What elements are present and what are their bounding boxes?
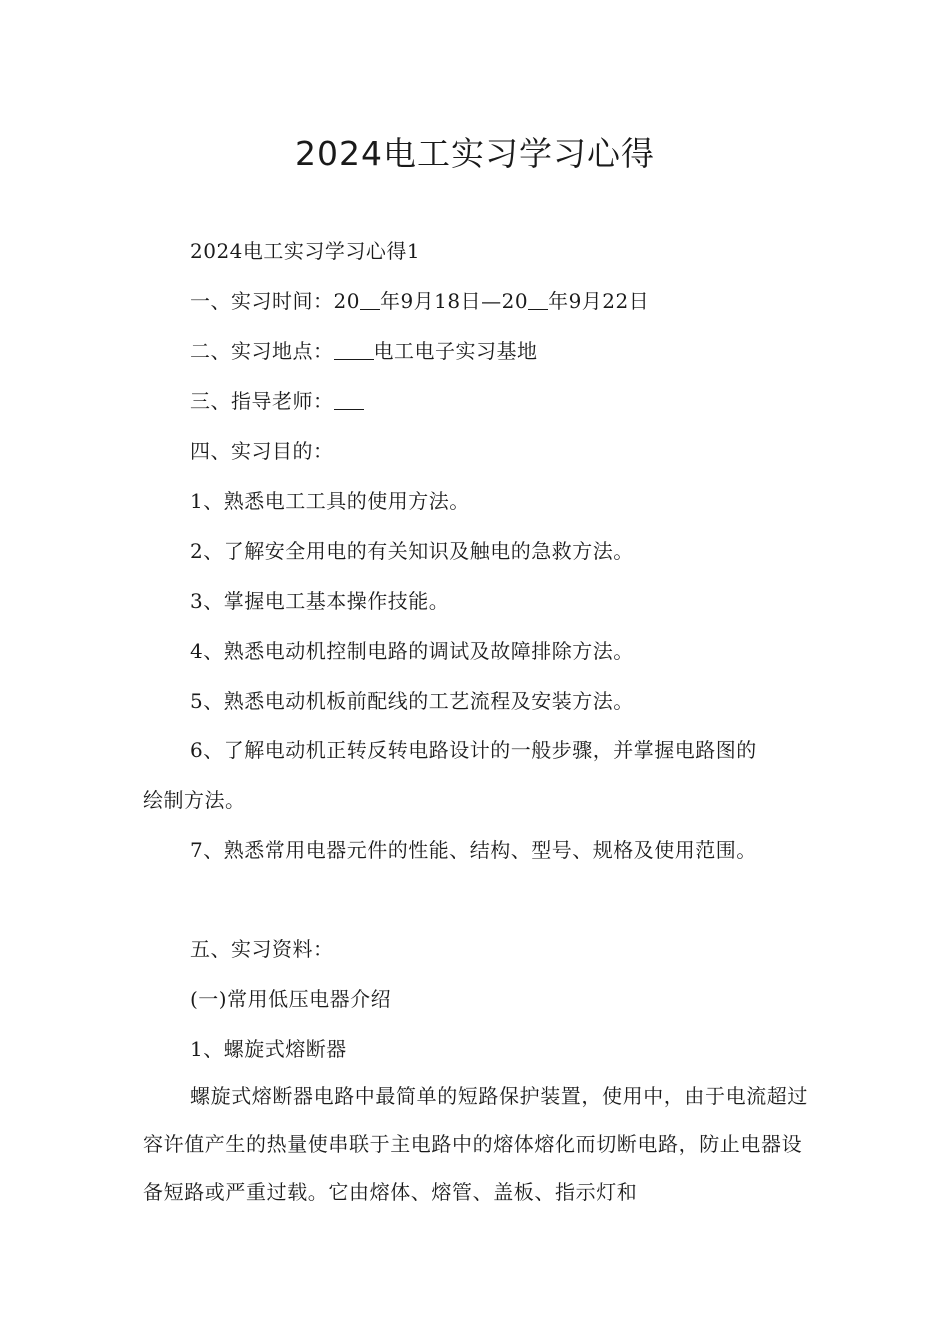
goal-item: 5、熟悉电动机板前配线的工艺流程及安装方法。 [190, 689, 634, 713]
blank-field [334, 341, 374, 360]
body-paragraph: 螺旋式熔断器电路中最简单的短路保护装置，使用中，由于电流超过容许值产生的热量使串联于主电路中的熔体熔化而切断电路，防止电器设备短路或严重过载。它由熔体、熔管、盖板、指示灯和 [143, 1084, 808, 1204]
place-value: 电工电子实习基地 [373, 339, 538, 363]
instructor [190, 387, 364, 415]
instructor-label: 三、指导老师： [190, 389, 334, 413]
time-label: 一、实习时间：20 [190, 289, 360, 313]
time-end: 年9月22日 [548, 289, 650, 313]
place-label: 二、实习地点： [190, 339, 334, 363]
section-heading: (一)常用低压电器介绍 [190, 987, 392, 1011]
goal-item: 6、了解电动机正转反转电路设计的一般步骤，并掌握电路图的 [190, 738, 757, 762]
goals-heading: 四、实习目的： [190, 439, 334, 463]
goal-item: 3、掌握电工基本操作技能。 [190, 589, 450, 613]
internship-place [190, 337, 538, 365]
goal-item-continued: 绘制方法。 [143, 788, 246, 812]
goal-item: 7、熟悉常用电器元件的性能、结构、型号、规格及使用范围。 [190, 838, 757, 862]
goal-item: 2、了解安全用电的有关知识及触电的急救方法。 [190, 539, 634, 563]
internship-time [190, 287, 649, 315]
blank-field [528, 291, 548, 310]
goal-item: 1、熟悉电工工具的使用方法。 [190, 489, 470, 513]
time-middle: 年9月18日—20 [379, 289, 529, 313]
blank-field [360, 291, 380, 310]
goal-item: 4、熟悉电动机控制电路的调试及故障排除方法。 [190, 639, 634, 663]
subtitle: 2024电工实习学习心得1 [190, 239, 421, 263]
materials-heading: 五、实习资料： [190, 937, 334, 961]
blank-field [334, 391, 364, 410]
document-title: 2024电工实习学习心得 [295, 134, 655, 173]
item-heading: 1、螺旋式熔断器 [190, 1037, 347, 1061]
